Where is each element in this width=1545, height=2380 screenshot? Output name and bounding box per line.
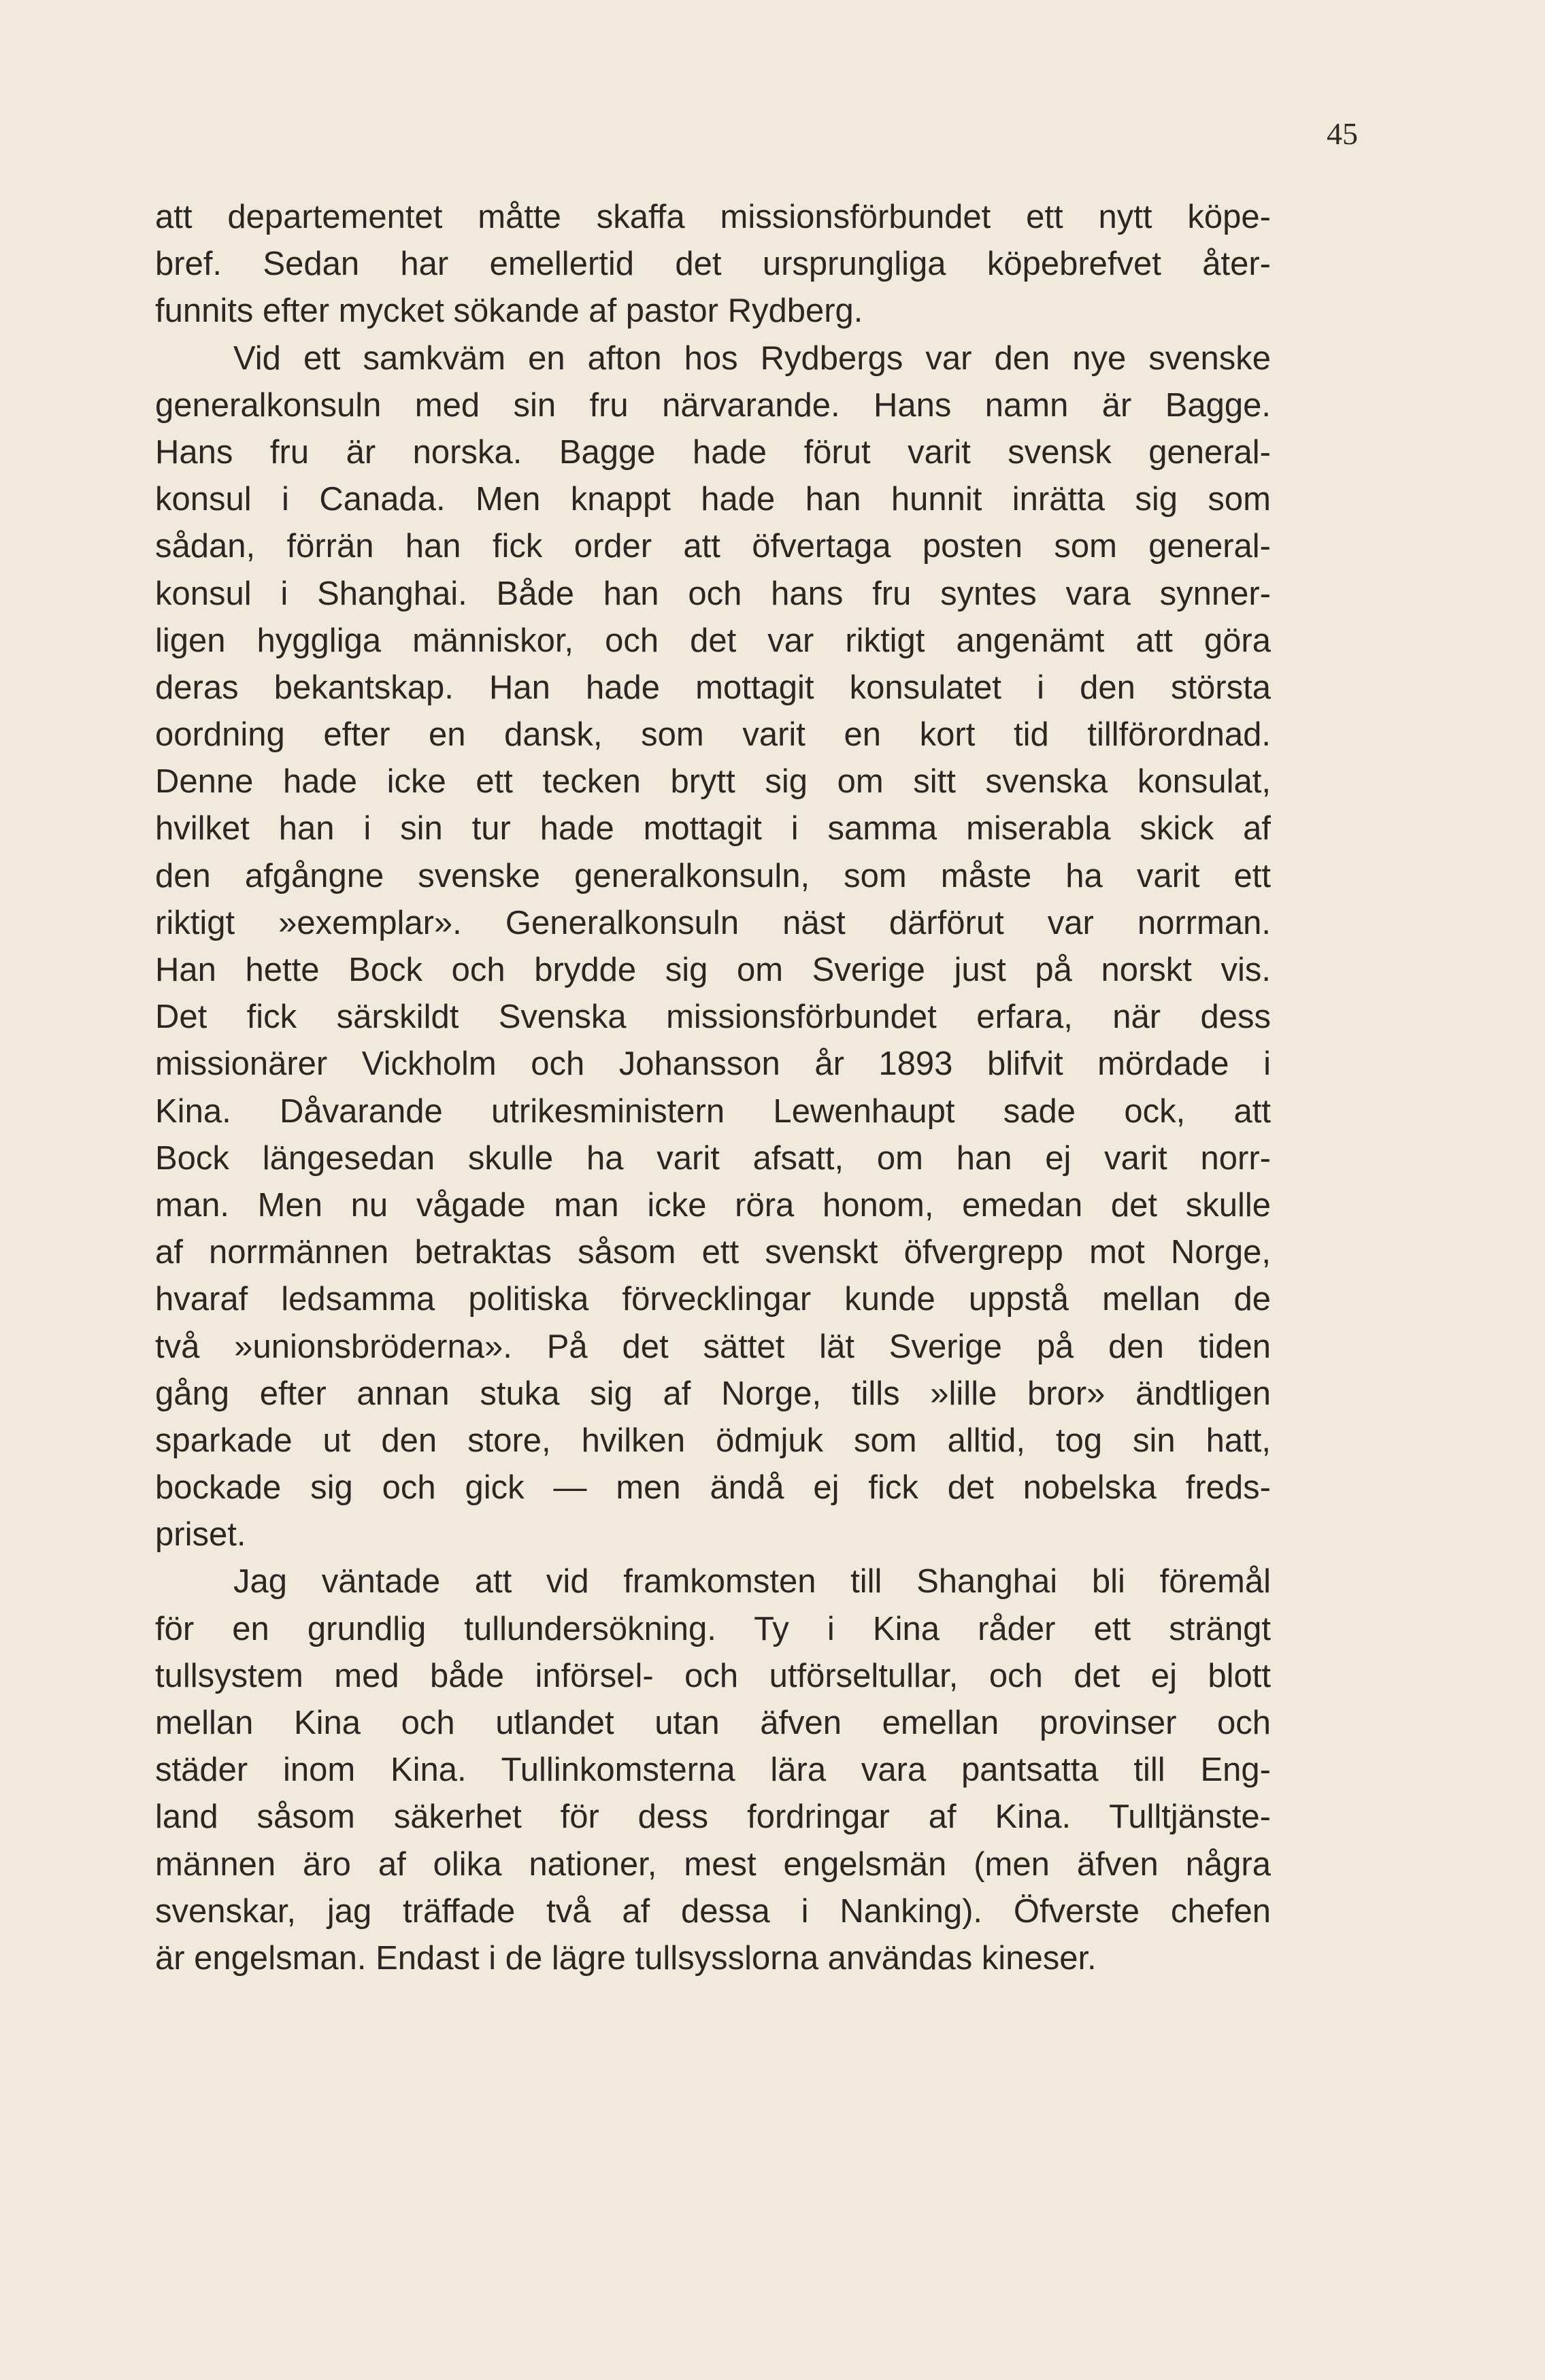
text-line: männen äro af olika nationer, mest engelsmän (men äfven några: [155, 1845, 1271, 1883]
text-line: Hans fru är norska. Bagge hade förut varit svensk general-: [155, 433, 1271, 471]
text-line: konsul i Shanghai. Både han och hans fru syntes vara synner-: [155, 575, 1271, 612]
text-line: ligen hyggliga människor, och det var riktigt angenämt att göra: [155, 622, 1271, 659]
text-line: man. Men nu vågade man icke röra honom, emedan det skulle: [155, 1186, 1271, 1224]
text-line: hvaraf ledsamma politiska förvecklingar kunde uppstå mellan de: [155, 1281, 1271, 1318]
page-number: 45: [1327, 116, 1358, 151]
text-line: riktigt »exemplar». Generalkonsuln näst därförut var norrman.: [155, 904, 1271, 941]
text-line: svenskar, jag träffade två af dessa i Nanking). Öfverste chefen: [155, 1892, 1271, 1930]
text-line: mellan Kina och utlandet utan äfven emellan provinser och: [155, 1705, 1271, 1741]
text-line: Kina. Dåvarande utrikesministern Lewenhaupt sade ock, att: [155, 1092, 1271, 1130]
text-line: den afgångne svenske generalkonsuln, som måste ha varit ett: [155, 857, 1271, 894]
text-line: sådan, förrän han fick order att öfvertaga posten som general-: [155, 528, 1271, 565]
text-line: oordning efter en dansk, som varit en kort tid tillförordnad.: [155, 716, 1271, 754]
text-line: att departementet måtte skaffa missionsförbundet ett nytt köpe-: [155, 199, 1271, 235]
text-line: Vid ett samkväm en afton hos Rydbergs var den nye svenske: [233, 339, 1271, 377]
paragraph: [155, 335, 1271, 1559]
paragraph: [155, 194, 1271, 335]
text-line: städer inom Kina. Tullinkomsterna lära vara pantsatta till Eng-: [155, 1752, 1271, 1789]
text-line: funnits efter mycket sökande af pastor Rydberg.: [155, 292, 863, 330]
text-line: gång efter annan stuka sig af Norge, tills »lille bror» ändtligen: [155, 1375, 1271, 1412]
text-line: priset.: [155, 1516, 246, 1554]
text-line: Denne hade icke ett tecken brytt sig om sitt svenska konsulat,: [155, 763, 1271, 801]
text-line: Han hette Bock och brydde sig om Sverige just på norskt vis.: [155, 952, 1271, 988]
text-line: är engelsman. Endast i de lägre tullsysslorna användas kineser.: [155, 1939, 1097, 1977]
text-line: för en grundlig tullundersökning. Ty i Kina råder ett strängt: [155, 1610, 1271, 1647]
text-line: hvilket han i sin tur hade mottagit i samma miserabla skick af: [155, 810, 1271, 848]
text-line: bref. Sedan har emellertid det ursprungliga köpebrefvet åter-: [155, 246, 1271, 283]
body-text: [155, 194, 1271, 1982]
text-line: missionärer Vickholm och Johansson år 1893 blifvit mördade i: [155, 1045, 1271, 1083]
text-line: af norrmännen betraktas såsom ett svenskt öfvergrepp mot Norge,: [155, 1234, 1271, 1271]
text-line: sparkade ut den store, hvilken ödmjuk som alltid, tog sin hatt,: [155, 1422, 1271, 1459]
text-line: land såsom säkerhet för dess fordringar af Kina. Tulltjänste-: [155, 1798, 1271, 1836]
text-line: konsul i Canada. Men knappt hade han hunnit inrätta sig som: [155, 481, 1271, 518]
text-line: två »unionsbröderna». På det sättet lät Sverige på den tiden: [155, 1328, 1271, 1365]
text-line: Det fick särskildt Svenska missionsförbundet erfara, när dess: [155, 999, 1271, 1036]
text-line: Bock längesedan skulle ha varit afsatt, om han ej varit norr-: [155, 1139, 1271, 1177]
text-line: bockade sig och gick — men ändå ej fick det nobelska freds-: [155, 1469, 1271, 1507]
paragraph: [155, 1558, 1271, 1982]
text-line: tullsystem med både införsel- och utförseltullar, och det ej blott: [155, 1657, 1271, 1694]
text-line: generalkonsuln med sin fru närvarande. Hans namn är Bagge.: [155, 386, 1271, 424]
text-line: Jag väntade att vid framkomsten till Shanghai bli föremål: [233, 1563, 1271, 1600]
text-line: deras bekantskap. Han hade mottagit konsulatet i den största: [155, 669, 1271, 706]
